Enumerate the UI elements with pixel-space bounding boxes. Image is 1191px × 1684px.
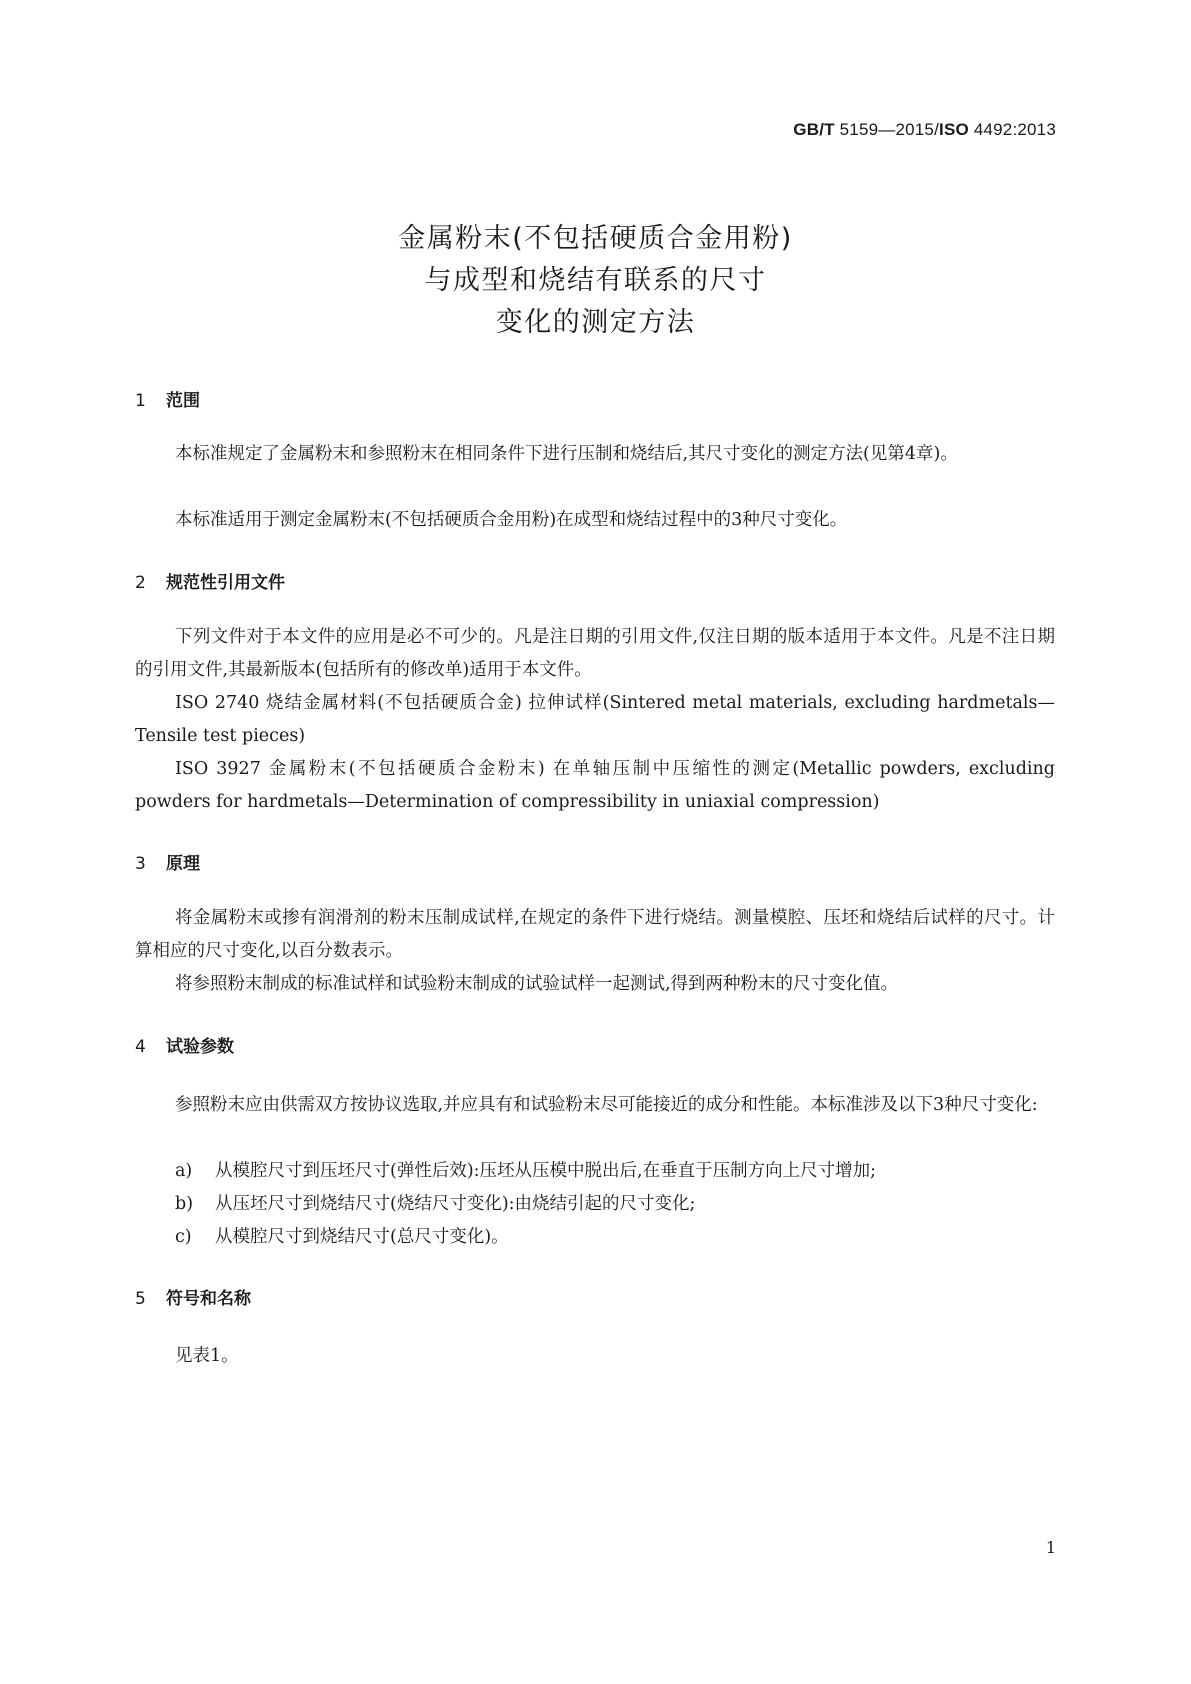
normative-reference-iso-2740: ISO 2740 烧结金属材料(不包括硬质合金) 拉伸试样(Sintered metal materials, excluding hardmetals—Tensile test pieces) [135, 693, 1055, 746]
section-title: 符号和名称 [166, 1289, 251, 1309]
document-title [0, 218, 1191, 344]
section-number: 4 [135, 1037, 146, 1057]
title-line-2: 与成型和烧结有联系的尺寸 [424, 265, 767, 296]
standard-code [793, 120, 1056, 140]
list-item [175, 1221, 1055, 1254]
list-item [175, 1188, 1055, 1221]
section-title: 规范性引用文件 [166, 573, 285, 593]
list-item [175, 1155, 1055, 1188]
section-1-paragraph-2: 本标准适用于测定金属粉末(不包括硬质合金用粉)在成型和烧结过程中的3种尺寸变化。 [175, 510, 848, 530]
section-number: 2 [135, 573, 146, 593]
section-title: 原理 [166, 854, 200, 874]
list-marker: a) [175, 1161, 193, 1181]
section-number: 3 [135, 854, 146, 874]
list-marker: b) [175, 1194, 194, 1214]
list-marker: c) [175, 1227, 192, 1247]
section-4-paragraph-1: 参照粉末应由供需双方按协议选取,并应具有和试验粉末尽可能接近的成分和性能。本标准涉及以下3种尺寸变化: [175, 1095, 1038, 1115]
section-1-paragraph-1: 本标准规定了金属粉末和参照粉末在相同条件下进行压制和烧结后,其尺寸变化的测定方法(见第4章)。 [175, 444, 958, 464]
list-text: 从压坯尺寸到烧结尺寸(烧结尺寸变化):由烧结引起的尺寸变化; [215, 1194, 696, 1214]
section-title: 试验参数 [166, 1037, 234, 1057]
section-title: 范围 [166, 391, 200, 411]
list-text: 从模腔尺寸到烧结尺寸(总尺寸变化)。 [215, 1227, 509, 1247]
section-2-paragraph-1: 下列文件对于本文件的应用是必不可少的。凡是注日期的引用文件,仅注日期的版本适用于本文件。凡是不注日期的引用文件,其最新版本(包括所有的修改单)适用于本文件。 [135, 627, 1055, 680]
page-number: 1 [1045, 1538, 1056, 1557]
standard-code-number: 5159—2015/ [834, 120, 940, 139]
title-line-1: 金属粉末(不包括硬质合金用粉) [398, 223, 793, 254]
list-text: 从模腔尺寸到压坯尺寸(弹性后效):压坯从压模中脱出后,在垂直于压制方向上尺寸增加; [215, 1161, 877, 1181]
section-5-paragraph-1: 见表1。 [175, 1346, 239, 1366]
section-4-heading [135, 1032, 234, 1057]
section-number: 5 [135, 1289, 146, 1309]
iso-prefix: ISO [939, 120, 969, 139]
section-1-heading [135, 386, 200, 411]
normative-reference-iso-3927: ISO 3927 金属粉末(不包括硬质合金粉末) 在单轴压制中压缩性的测定(Metallic powders, excluding powders for hardmetals—Determination of compressibility in uniaxial compression) [135, 759, 1055, 812]
standard-code-prefix: GB/T [793, 120, 835, 139]
iso-code-number: 4492:2013 [968, 120, 1056, 139]
section-2-heading [135, 568, 285, 593]
section-3-heading [135, 849, 200, 874]
section-5-heading [135, 1284, 251, 1309]
section-3-paragraph-2: 将参照粉末制成的标准试样和试验粉末制成的试验试样一起测试,得到两种粉末的尺寸变化值。 [175, 974, 899, 994]
section-number: 1 [135, 391, 146, 411]
title-line-3: 变化的测定方法 [495, 307, 696, 338]
section-3-paragraph-1: 将金属粉末或掺有润滑剂的粉末压制成试样,在规定的条件下进行烧结。测量模腔、压坯和烧结后试样的尺寸。计算相应的尺寸变化,以百分数表示。 [135, 908, 1055, 961]
